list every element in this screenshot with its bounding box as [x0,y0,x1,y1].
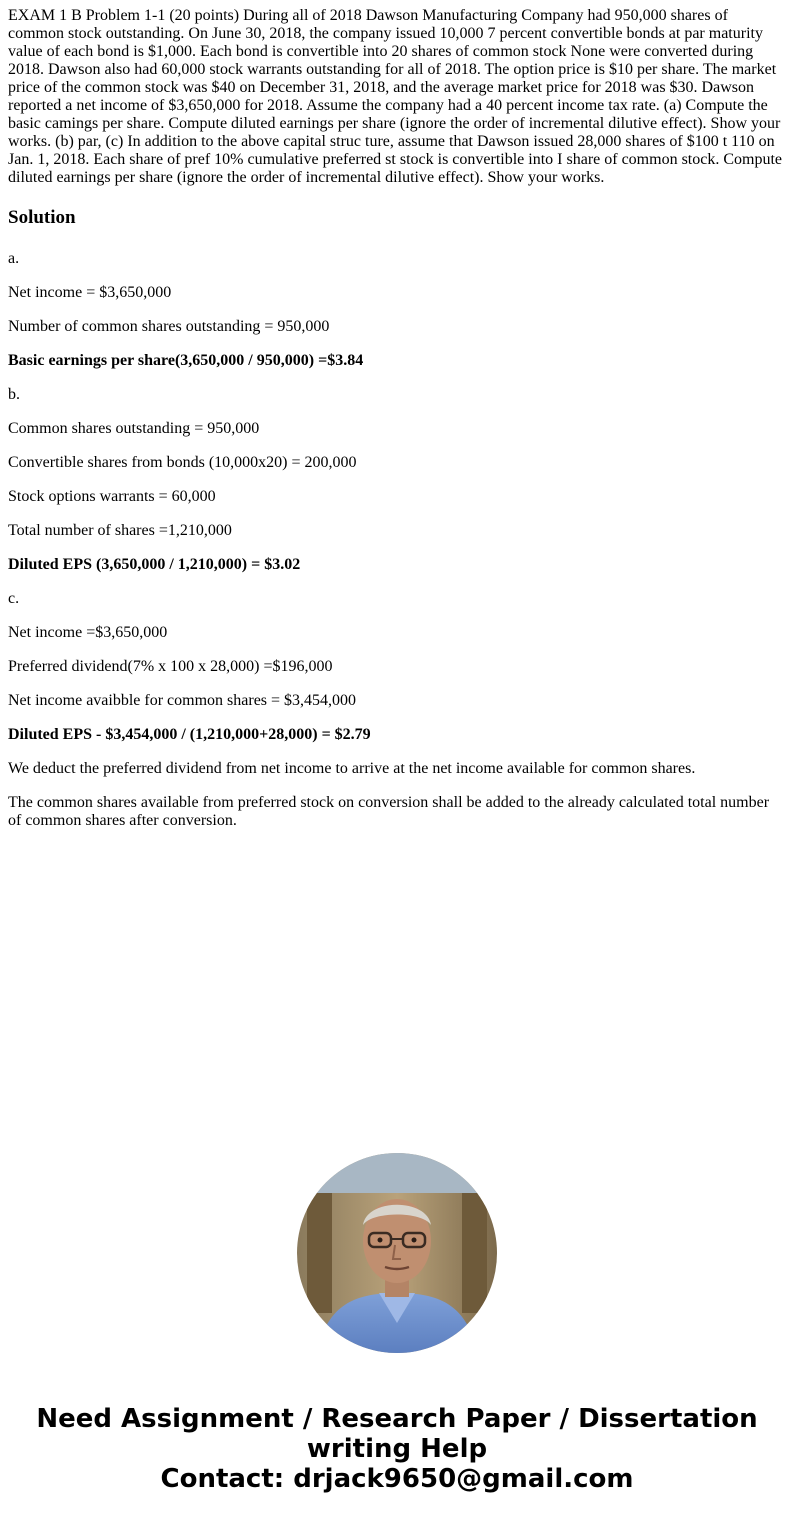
part-a-label: a. [8,250,20,267]
banner-contact: Contact: drjack9650@gmail.com [160,1464,634,1494]
part-c-note-2: The common shares available from preferred stock on conversion shall be added to the already calculated total number of common shares after conversion. [8,794,770,829]
part-b-label: b. [8,386,20,403]
author-portrait-image [297,1153,497,1353]
promo-banner [0,1404,794,1494]
part-a-shares: Number of common shares outstanding = 950,000 [8,318,330,335]
part-b-common: Common shares outstanding = 950,000 [8,420,260,437]
solution-heading: Solution [8,207,76,228]
part-b-bonds: Convertible shares from bonds (10,000x20) = 200,000 [8,454,357,471]
part-b-warrants: Stock options warrants = 60,000 [8,488,216,505]
part-c-available: Net income avaibble for common shares = $3,454,000 [8,692,357,709]
part-c-note-1: We deduct the preferred dividend from net income to arrive at the net income available for common shares. [8,760,696,777]
part-c-label: c. [8,590,20,607]
part-b-total: Total number of shares =1,210,000 [8,522,232,539]
part-a-net-income: Net income = $3,650,000 [8,284,172,301]
document-body [8,7,786,830]
part-b-result: Diluted EPS (3,650,000 / 1,210,000) = $3.02 [8,556,301,573]
banner-line-1: Need Assignment / Research Paper / Dissertation [36,1404,758,1434]
part-c-net-income: Net income =$3,650,000 [8,624,168,641]
solution-section [8,250,786,830]
part-c-preferred-dividend: Preferred dividend(7% x 100 x 28,000) =$196,000 [8,658,333,675]
part-a-result: Basic earnings per share(3,650,000 / 950,000) =$3.84 [8,352,364,369]
banner-line-2: writing Help [306,1434,488,1464]
part-c-result: Diluted EPS - $3,454,000 / (1,210,000+28,000) = $2.79 [8,726,371,743]
author-avatar [297,1153,497,1353]
problem-statement: EXAM 1 B Problem 1-1 (20 points) During all of 2018 Dawson Manufacturing Company had 950,000 shares of common stock outstanding. On June 30, 2018, the company issued 10,000 7 percent convertible bonds at par maturity value of each bond is $1,000. Each bond is convertible into 20 shares of common stock None were converted during 2018. Dawson also had 60,000 stock warrants outstanding for all of 2018. The option price is $10 per share. The market price of the common stock was $40 on December 31, 2018, and the average market price for 2018 was $30. Dawson reported a net income of $3,650,000 for 2018. Assume the company had a 40 percent income tax rate. (a) Compute the basic camings per share. Compute diluted earnings per share (ignore the order of incremental dilutive effect). Show your works. (b) par, (c) In addition to the above capital struc ture, assume that Dawson issued 28,000 shares of $100 t 110 on Jan. 1, 2018. Each share of pref 10% cumulative preferred st stock is convertible into I share of common stock. Compute diluted earnings per share (ignore the order of incremental dilutive effect). Show your works. [8,7,782,186]
